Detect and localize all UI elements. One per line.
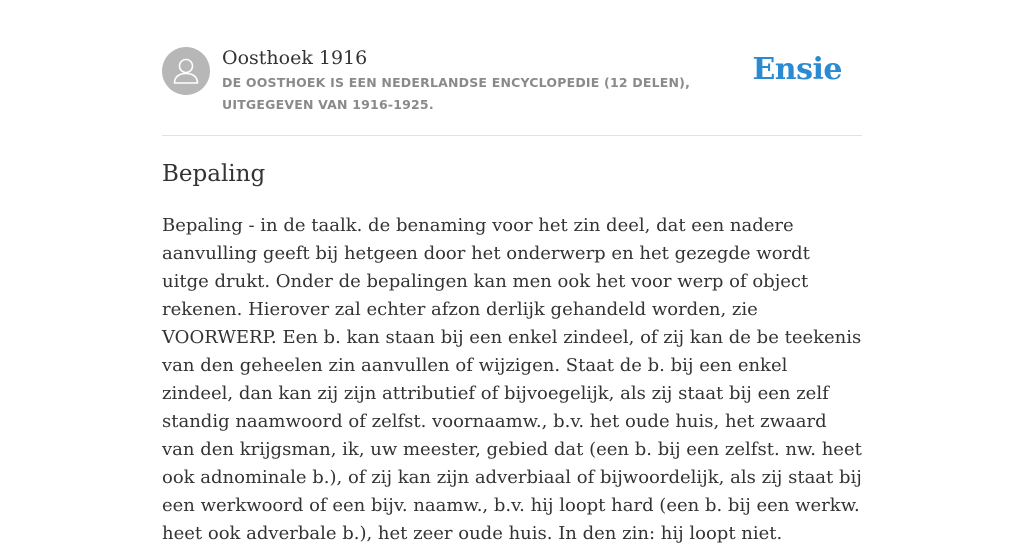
user-icon	[162, 47, 210, 95]
avatar[interactable]	[162, 47, 210, 95]
source-title[interactable]: Oosthoek 1916	[222, 47, 368, 69]
article-body: Bepaling - in de taalk. de benaming voor het zin deel, dat een nadere aanvulling geeft bij hetgeen door het onderwerp en het gezegde wordt uitge drukt. Onder de bepalingen kan men ook het voor werp of object rekenen. Hierover zal echter afzon derlijk gehandeld worden, zie VOORWERP. Een b. kan staan bij een enkel zindeel, of zij kan de be teekenis van den geheelen zin aanvullen of wijzigen. Staat de b. bij een enkel zindeel, dan kan zij zijn attributief of bijvoegelijk, als zij staat bij een zelf standig naamwoord of zelfst. voornaamw., b.v. het oude huis, het zwaard van den krijgsman, ik, uw meester, gebied dat (een b. bij een zelfst. nw. heet ook adnominale b.), of zij kan zijn adverbiaal of bijwoordelijk, als zij staat bij een werkwoord of een bijv. naamw., b.v. hij loopt hard (een b. bij een werkw. heet ook adverbale b.), het zeer oude huis. In den zin: hij loopt niet.	[162, 215, 862, 544]
article-title: Bepaling	[162, 161, 266, 187]
brand-logo[interactable]: Ensie	[752, 52, 842, 87]
source-description: DE OOSTHOEK IS EEN NEDERLANDSE ENCYCLOPEDIE (12 DELEN), UITGEGEVEN VAN 1916-1925.	[222, 75, 691, 112]
divider	[162, 135, 862, 136]
source-header	[162, 46, 862, 116]
